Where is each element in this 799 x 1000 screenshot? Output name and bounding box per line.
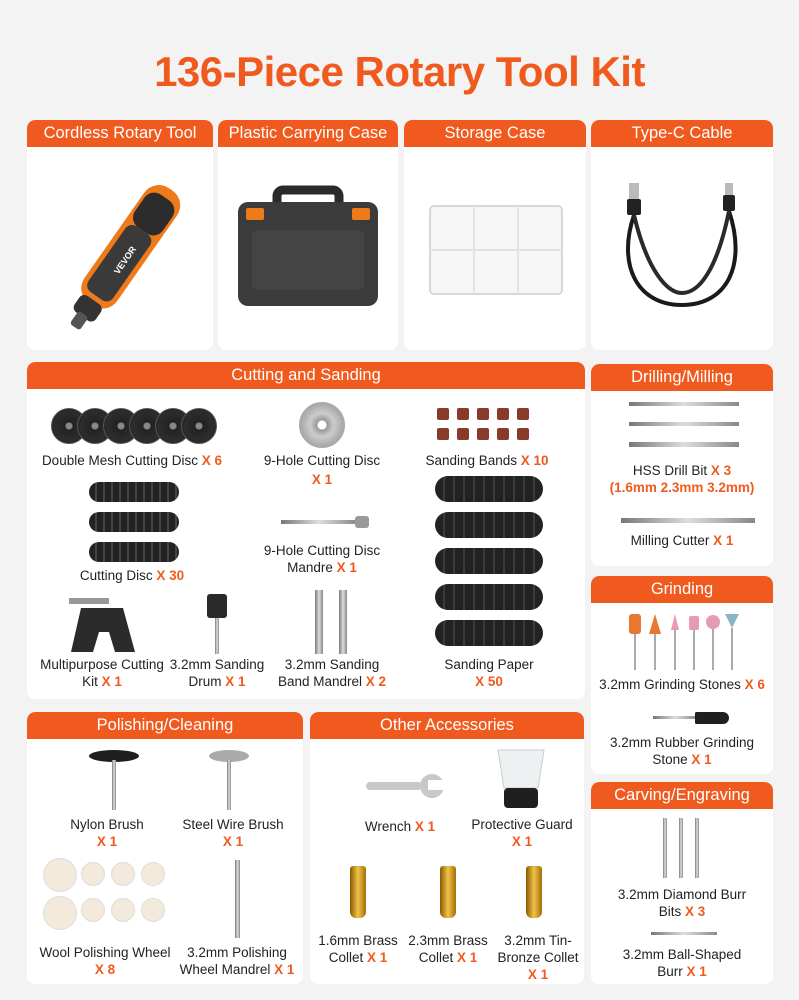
protective-guard-image (494, 748, 548, 810)
header-cutting-sanding: Cutting and Sanding (27, 362, 585, 389)
label-polishing-mandrel: 3.2mm Polishing Wheel Mandrel X 1 (179, 945, 295, 977)
label-milling-cutter: Milling Cutter X 1 (630, 533, 734, 548)
header-cable: Type-C Cable (591, 120, 773, 147)
label-wool-wheel: Wool Polishing Wheel X 8 (39, 945, 171, 977)
label-multipurpose-kit: Multipurpose Cutting Kit X 1 (40, 657, 164, 689)
header-other: Other Accessories (310, 712, 584, 739)
label-cutting-mandrel: 9-Hole Cutting Disc Mandre X 1 (263, 543, 381, 575)
label-nylon-brush: Nylon Brush X 1 (70, 817, 144, 849)
double-mesh-disc-image (51, 408, 201, 444)
label-wrench: Wrench X 1 (364, 819, 436, 834)
polishing-mandrel-image (235, 860, 240, 938)
panel-other (310, 712, 584, 984)
header-carving: Carving/Engraving (591, 782, 773, 809)
panel-grinding (591, 576, 773, 774)
label-double-mesh: Double Mesh Cutting Disc X 6 (41, 453, 223, 468)
carrying-case-icon (232, 170, 384, 310)
storage-box-icon (426, 200, 566, 300)
panel-storage-case (404, 120, 586, 350)
label-steel-brush: Steel Wire Brush X 1 (182, 817, 284, 849)
sanding-drum-image (207, 594, 227, 654)
label-band-mandrel: 3.2mm Sanding Band Mandrel X 2 (277, 657, 387, 689)
milling-cutter-image (621, 518, 755, 523)
grinding-stones-image (625, 612, 745, 672)
cutting-disc-stack-image (89, 482, 179, 562)
cutting-disc-mandrel-image (281, 514, 371, 530)
header-storage-case: Storage Case (404, 120, 586, 147)
panel-cutting-sanding (27, 362, 585, 699)
label-ball-burr: 3.2mm Ball-Shaped Burr X 1 (622, 947, 742, 979)
panel-carving (591, 782, 773, 984)
band-mandrel-image (311, 590, 351, 654)
ball-burr-image (651, 932, 717, 935)
header-polishing: Polishing/Cleaning (27, 712, 303, 739)
label-protective-guard: Protective Guard X 1 (471, 817, 573, 849)
svg-text:VEVOR: VEVOR (111, 244, 139, 276)
label-collet-1: 1.6mm Brass Collet X 1 (318, 933, 398, 965)
label-sanding-paper: Sanding Paper X 50 (444, 657, 534, 689)
panel-polishing (27, 712, 303, 984)
label-collet-3: 3.2mm Tin- Bronze Collet X 1 (497, 933, 579, 982)
panel-carrying-case (218, 120, 398, 350)
panel-cable (591, 120, 773, 350)
label-cutting-disc: Cutting Disc X 30 (79, 568, 185, 583)
wool-wheels-image (43, 858, 173, 928)
nine-hole-disc-image (299, 402, 345, 448)
bronze-collet-image (526, 866, 542, 918)
label-grinding-stones: 3.2mm Grinding Stones X 6 (599, 677, 765, 692)
panel-rotary-tool (27, 120, 213, 350)
label-rubber-stone: 3.2mm Rubber Grinding Stone X 1 (609, 735, 755, 767)
wrench-image (366, 772, 446, 802)
label-nine-hole: 9-Hole Cutting Disc X 1 (263, 453, 381, 487)
sanding-bands-image (437, 408, 537, 442)
label-diamond-burr: 3.2mm Diamond Burr Bits X 3 (617, 887, 747, 919)
steel-brush-image (209, 750, 249, 810)
rotary-tool-icon (35, 160, 210, 340)
brass-collet-1-image (350, 866, 366, 918)
label-sanding-bands: Sanding Bands X 10 (425, 453, 549, 468)
label-collet-2: 2.3mm Brass Collet X 1 (408, 933, 488, 965)
page-title: 136-Piece Rotary Tool Kit (154, 48, 645, 95)
header-grinding: Grinding (591, 576, 773, 603)
header-rotary-tool: Cordless Rotary Tool (27, 120, 213, 147)
diamond-burr-image (663, 818, 703, 878)
header-carrying-case: Plastic Carrying Case (218, 120, 398, 147)
usb-cable-icon (607, 175, 757, 335)
brass-collet-2-image (440, 866, 456, 918)
nylon-brush-image (89, 750, 139, 810)
sanding-paper-image (435, 476, 543, 662)
label-sanding-drum: 3.2mm Sanding Drum X 1 (169, 657, 265, 689)
header-drilling: Drilling/Milling (591, 364, 773, 391)
drill-bits-image (629, 400, 739, 450)
multipurpose-kit-image (61, 594, 141, 654)
rubber-stone-image (653, 712, 729, 724)
panel-drilling (591, 364, 773, 566)
label-drill-bit: HSS Drill Bit X 3 (1.6mm 2.3mm 3.2mm) (609, 463, 755, 495)
